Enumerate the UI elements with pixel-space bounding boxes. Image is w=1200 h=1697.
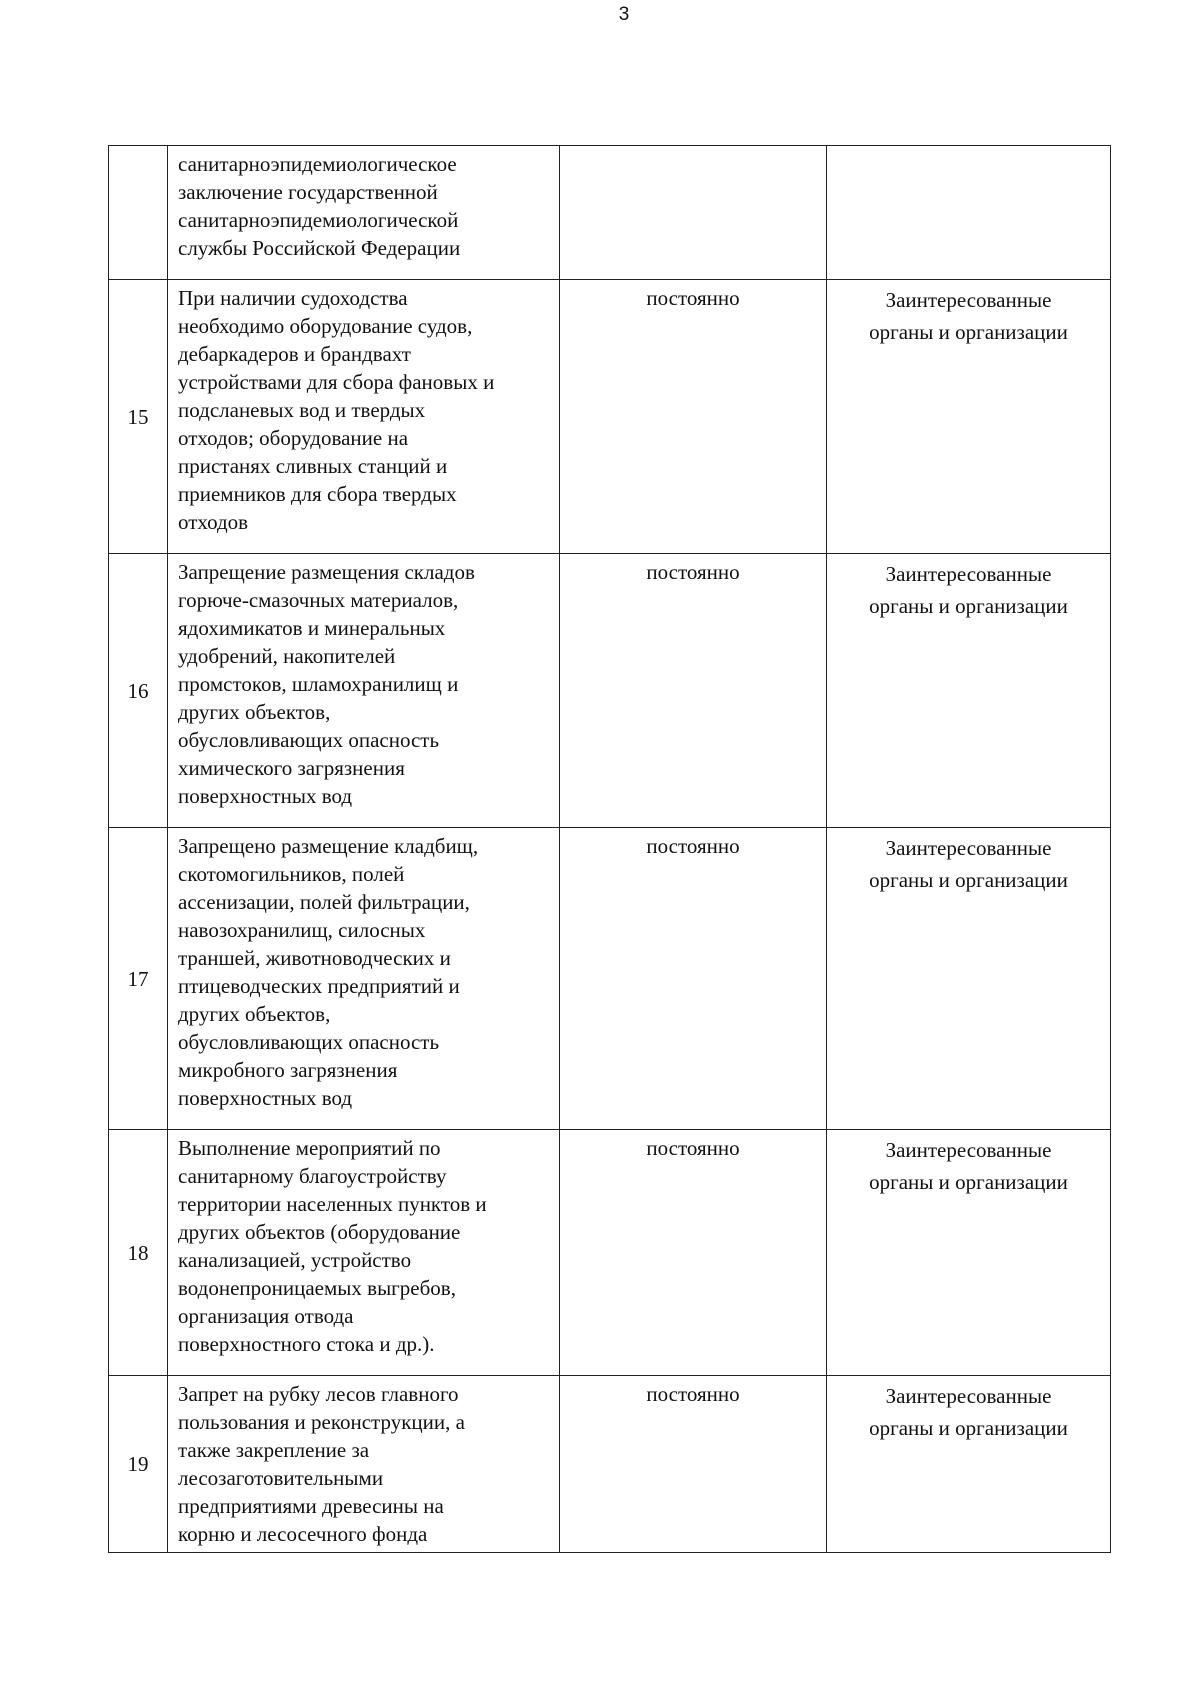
responsible-line: органы и организации	[869, 868, 1068, 892]
table-row	[109, 1376, 1111, 1553]
table-row	[109, 828, 1111, 1130]
description-line: организация отвода	[178, 1304, 354, 1328]
responsible-line: органы и организации	[869, 594, 1068, 618]
row-number	[109, 146, 168, 280]
description-line: горюче-смазочных материалов,	[178, 588, 459, 612]
responsible-line: органы и организации	[869, 320, 1068, 344]
description-line: также закрепление за	[178, 1438, 370, 1462]
responsible-party	[827, 1130, 1111, 1376]
description-line: Выполнение мероприятий по	[178, 1136, 441, 1160]
row-number: 15	[109, 280, 168, 554]
responsible-party	[827, 280, 1111, 554]
description-line: скотомогильников, полей	[178, 862, 405, 886]
description-line: микробного загрязнения	[178, 1058, 398, 1082]
description-line: санитарному благоустройству	[178, 1164, 447, 1188]
measures-table	[108, 145, 1111, 1553]
responsible-line: Заинтересованные	[885, 288, 1052, 312]
description-line: санитарноэпидемиологической	[178, 208, 459, 232]
description-line: поверхностных вод	[178, 1086, 353, 1110]
description-line: водонепроницаемых выгребов,	[178, 1276, 456, 1300]
responsible-line: органы и организации	[869, 1416, 1068, 1440]
responsible-line: Заинтересованные	[885, 1138, 1052, 1162]
description-line: заключение государственной	[178, 180, 438, 204]
description-line: отходов	[178, 510, 249, 534]
description-line: службы Российской Федерации	[178, 236, 461, 260]
description-line: пользования и реконструкции, а	[178, 1410, 465, 1434]
table-row	[109, 280, 1111, 554]
responsible-line: Заинтересованные	[885, 836, 1052, 860]
description-line: удобрений, накопителей	[178, 644, 396, 668]
description-line: поверхностного стока и др.).	[178, 1332, 435, 1356]
description-line: ядохимикатов и минеральных	[178, 616, 446, 640]
description-line: навозохранилищ, силосных	[178, 918, 426, 942]
description-line: устройствами для сбора фановых и	[178, 370, 495, 394]
description-line: обусловливающих опасность	[178, 1030, 440, 1054]
responsible-party	[827, 554, 1111, 828]
row-number: 19	[109, 1376, 168, 1553]
description-line: дебаркадеров и брандвахт	[178, 342, 411, 366]
description-line: обусловливающих опасность	[178, 728, 440, 752]
table-row	[109, 146, 1111, 280]
row-number: 18	[109, 1130, 168, 1376]
measure-term: постоянно	[560, 828, 827, 1130]
description-line: птицеводческих предприятий и	[178, 974, 460, 998]
responsible-party	[827, 1376, 1111, 1553]
description-line: При наличии судоходства	[178, 286, 408, 310]
description-line: промстоков, шламохранилищ и	[178, 672, 459, 696]
responsible-party	[827, 146, 1111, 280]
measure-term: постоянно	[560, 554, 827, 828]
row-number: 16	[109, 554, 168, 828]
description-line: предприятиями древесины на	[178, 1494, 444, 1518]
responsible-line: органы и организации	[869, 1170, 1068, 1194]
description-line: Запрещено размещение кладбищ,	[178, 834, 479, 858]
table-row	[109, 1130, 1111, 1376]
description-line: других объектов,	[178, 700, 331, 724]
description-line: Запрет на рубку лесов главного	[178, 1382, 459, 1406]
description-line: других объектов (оборудование	[178, 1220, 461, 1244]
measure-description	[168, 1130, 560, 1376]
description-line: ассенизации, полей фильтрации,	[178, 890, 470, 914]
measure-term: постоянно	[560, 280, 827, 554]
description-line: корню и лесосечного фонда	[178, 1522, 428, 1546]
description-line: необходимо оборудование судов,	[178, 314, 473, 338]
measure-description	[168, 554, 560, 828]
description-line: Запрещение размещения складов	[178, 560, 475, 584]
measures-table-body	[109, 146, 1111, 1553]
description-line: химического загрязнения	[178, 756, 405, 780]
responsible-line: Заинтересованные	[885, 562, 1052, 586]
description-line: санитарноэпидемиологическое	[178, 152, 457, 176]
measure-description	[168, 828, 560, 1130]
measure-term: постоянно	[560, 1376, 827, 1553]
measure-description	[168, 280, 560, 554]
measure-description	[168, 1376, 560, 1553]
description-line: отходов; оборудование на	[178, 426, 409, 450]
measure-term	[560, 146, 827, 280]
description-line: пристанях сливных станций и	[178, 454, 448, 478]
description-line: лесозаготовительными	[178, 1466, 384, 1490]
measure-term: постоянно	[560, 1130, 827, 1376]
table-row	[109, 554, 1111, 828]
description-line: территории населенных пунктов и	[178, 1192, 487, 1216]
page-number: 3	[618, 4, 630, 25]
description-line: подсланевых вод и твердых	[178, 398, 426, 422]
description-line: канализацией, устройство	[178, 1248, 412, 1272]
description-line: приемников для сбора твердых	[178, 482, 457, 506]
measure-description	[168, 146, 560, 280]
row-number: 17	[109, 828, 168, 1130]
description-line: поверхностных вод	[178, 784, 353, 808]
description-line: траншей, животноводческих и	[178, 946, 451, 970]
description-line: других объектов,	[178, 1002, 331, 1026]
responsible-party	[827, 828, 1111, 1130]
responsible-line: Заинтересованные	[885, 1384, 1052, 1408]
